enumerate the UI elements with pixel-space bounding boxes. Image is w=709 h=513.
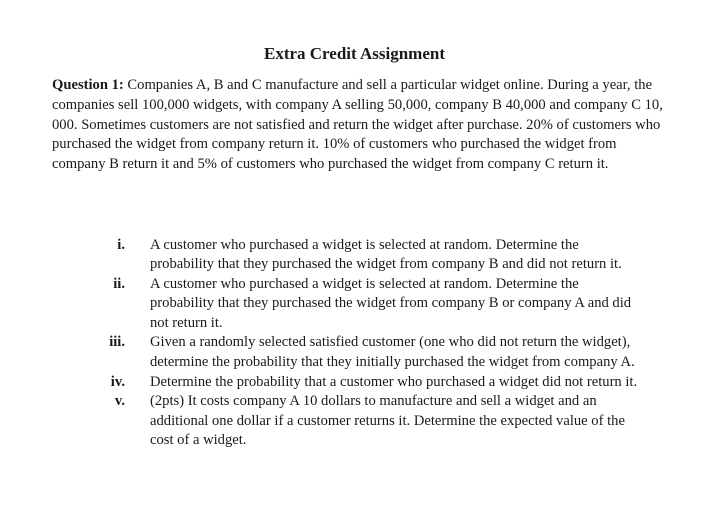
sub-question-number: ii. <box>113 276 125 293</box>
question-label: Question 1: <box>52 77 124 93</box>
sub-question-text: (2pts) It costs company A 10 dollars to manufacture and sell a widget and an additional one dollar if a customer returns it. Determine the expected value of the cost of a widget. <box>150 393 625 448</box>
sub-question-item <box>0 333 709 372</box>
question-paragraph <box>52 76 664 175</box>
sub-question-text: A customer who purchased a widget is selected at random. Determine the probability that they purchased the widget from company B and did not return it. <box>150 237 622 273</box>
sub-question-number: iv. <box>110 373 125 390</box>
sub-question-item <box>0 392 709 450</box>
sub-question-item <box>0 275 709 333</box>
sub-question-number: v. <box>114 393 125 410</box>
sub-question-number: iii. <box>109 334 125 351</box>
sub-question-number: i. <box>117 237 125 253</box>
sub-question-text: A customer who purchased a widget is selected at random. Determine the probability that they purchased the widget from company B or company A and did not return it. <box>150 276 632 331</box>
page-title: Extra Credit Assignment <box>263 44 445 63</box>
sub-question-text: Determine the probability that a customer who purchased a widget did not return it. <box>150 373 638 390</box>
sub-question-item <box>0 373 709 392</box>
sub-question-item <box>0 236 709 275</box>
sub-question-text: Given a randomly selected satisfied customer (one who did not return the widget), determine the probability that they initially purchased the widget from company A. <box>150 334 635 370</box>
sub-question-list <box>0 236 709 451</box>
question-text: Companies A, B and C manufacture and sell a particular widget online. During a year, the companies sell 100,000 widgets, with company A selling 50,000, company B 40,000 and company C 10, 000. Sometimes customers are not satisfied and return the widget after purchase. 20% of customers who purchased the widget from company return it. 10% of customers who purchased the widget from company B return it and 5% of customers who purchased the widget from company C return it. <box>52 77 663 173</box>
